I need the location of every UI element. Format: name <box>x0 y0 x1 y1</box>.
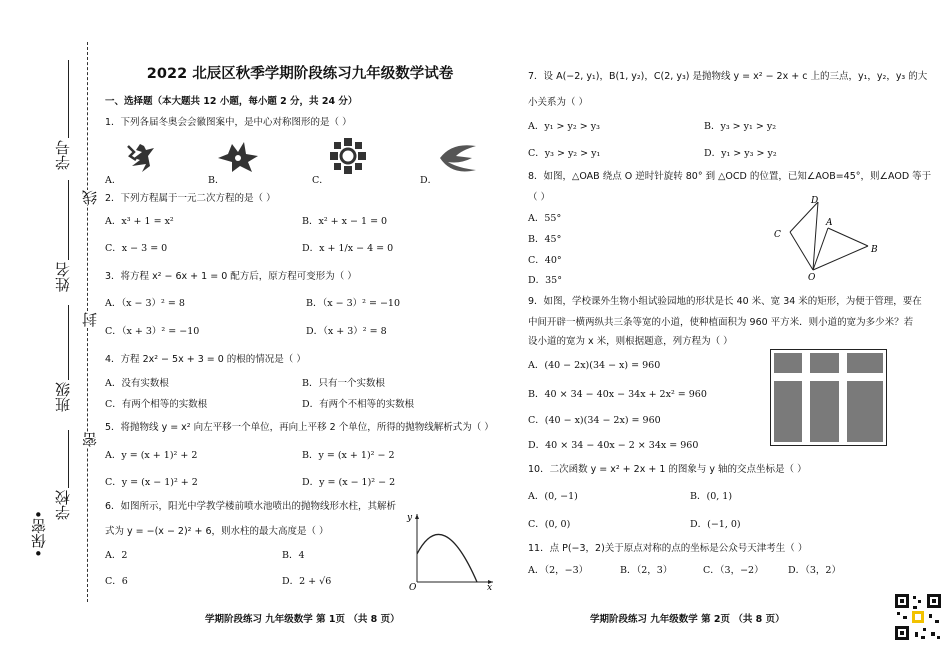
class-label: 班级 <box>54 382 72 412</box>
question-5: 5．将抛物线 y = x² 向左平移一个单位，再向上平移 2 个单位，所得的抛物线解析式为（ ） <box>105 422 494 433</box>
diagram-label-a: A <box>826 218 833 228</box>
graph-y-label: y <box>407 513 413 523</box>
q1-option-b: B． <box>208 175 225 186</box>
question-10: 10．二次函数 y = x² + 2x + 1 的图象与 y 轴的交点坐标是（ ） <box>528 464 807 475</box>
graph-x-label: x <box>487 583 493 590</box>
seal-char-mi: 密 <box>81 432 99 447</box>
q11-option-d: D．（3，2） <box>788 565 841 576</box>
q10-option-c: C．(0, 0) <box>528 519 571 530</box>
q10-option-d: D．(−1, 0) <box>690 519 741 530</box>
q7-option-b: B．y₃ > y₁ > y₂ <box>704 121 777 132</box>
question-9-line2: 中间开辟一横两纵共三条等宽的小道，使种植面积为 960 平方米．则小道的宽为多少米？若 <box>528 317 914 328</box>
q1-option-a: A． <box>105 175 122 186</box>
school-underline <box>68 430 69 488</box>
secret-label: •保密• <box>30 510 48 558</box>
question-6-line1: 6．如图所示，阳光中学教学楼前喷水池喷出的抛物线形水柱，其解析 <box>105 501 397 512</box>
q2-option-d: D．x + 1/x − 4 = 0 <box>302 243 394 254</box>
q5-option-d: D．y = (x − 1)² − 2 <box>302 477 396 488</box>
q6-option-c: C．6 <box>105 576 128 587</box>
question-6-line2: 式为 y = −(x − 2)² + 6，则水柱的最大高度是（ ） <box>105 526 329 537</box>
q1-option-d: D． <box>420 175 438 186</box>
q3-option-b: B．（x − 3）² = −10 <box>306 298 400 309</box>
q3-option-c: C．（x + 3）² = −10 <box>105 326 200 337</box>
olympic-emblem-d-icon <box>432 138 482 178</box>
q6-option-d: D．2 + √6 <box>282 576 332 587</box>
q4-option-b: B．只有一个实数根 <box>302 378 385 389</box>
q11-option-c: C．（3，−2） <box>703 565 764 576</box>
q8-option-d: D．35° <box>528 275 562 286</box>
page-title: 2022 北辰区秋季学期阶段练习九年级数学试卷 <box>146 66 454 82</box>
q9-option-d: D．40 × 34 − 40x − 2 × 34x = 960 <box>528 440 699 451</box>
question-9-line3: 设小道的宽为 x 米，则根据题意，列方程为（ ） <box>528 336 733 347</box>
seal-char-xian: 线 <box>81 190 99 205</box>
q9-option-c: C．(40 − x)(34 − 2x) = 960 <box>528 415 661 426</box>
q4-option-d: D．有两个不相等的实数根 <box>302 399 415 410</box>
question-11: 11．点 P(−3，2)关于原点对称的点的坐标是公众号天津考生（ ） <box>528 543 808 554</box>
parabola-graph <box>405 510 495 590</box>
q8-option-b: B．45° <box>528 234 562 245</box>
q7-option-a: A．y₁ > y₂ > y₃ <box>528 121 600 132</box>
garden-diagram <box>770 349 887 446</box>
school-label: 学校 <box>54 490 72 520</box>
q9-option-b: B．40 × 34 − 40x − 34x + 2x² = 960 <box>528 389 707 400</box>
question-3: 3．将方程 x² − 6x + 1 = 0 配方后，原方程可变形为（ ） <box>105 271 357 282</box>
q5-option-c: C．y = (x − 1)² + 2 <box>105 477 198 488</box>
q7-option-d: D．y₁ > y₃ > y₂ <box>704 148 777 159</box>
q6-option-b: B．4 <box>282 550 305 561</box>
q10-option-b: B．(0, 1) <box>690 491 733 502</box>
diagram-label-b: B <box>871 245 878 255</box>
q5-option-a: A．y = (x + 1)² + 2 <box>105 450 198 461</box>
question-1: 1．下列各届冬奥会会徽图案中，是中心对称图形的是（ ） <box>105 117 352 128</box>
page1-footer: 学期阶段练习 九年级数学 第 1页 （共 8 页） <box>205 614 400 625</box>
page2-footer: 学期阶段练习 九年级数学 第 2页 （共 8 页） <box>590 614 785 625</box>
q5-option-b: B．y = (x + 1)² − 2 <box>302 450 395 461</box>
q8-option-a: A．55° <box>528 213 562 224</box>
q11-option-b: B．（2，3） <box>620 565 673 576</box>
student-no-label: 学号 <box>54 140 72 170</box>
q11-option-a: A．（2，−3） <box>528 565 589 576</box>
question-8-line2: （ ） <box>528 192 551 203</box>
question-4: 4．方程 2x² − 5x + 3 = 0 的根的情况是（ ） <box>105 354 306 365</box>
q3-option-a: A．（x − 3）² = 8 <box>105 298 185 309</box>
question-9-line1: 9．如图，学校课外生物小组试验园地的形状是长 40 米、宽 34 米的矩形，为便于管理，要在 <box>528 296 922 307</box>
q2-option-c: C．x − 3 = 0 <box>105 243 168 254</box>
q3-option-d: D．（x + 3）² = 8 <box>306 326 387 337</box>
diagram-label-d: D <box>811 196 819 206</box>
olympic-emblem-b-icon <box>214 136 262 176</box>
diagram-label-c: C <box>774 230 781 240</box>
olympic-emblem-c-icon <box>328 136 368 176</box>
qr-code-icon <box>893 592 943 642</box>
section-heading: 一、选择题（本大题共 12 小题，每小题 2 分，共 24 分） <box>105 96 358 107</box>
question-7-line1: 7．设 A(−2, y₁)，B(1, y₂)，C(2, y₃) 是抛物线 y = x² − 2x + c 上的三点，y₁，y₂，y₃ 的大 <box>528 71 928 82</box>
q1-option-c: C． <box>312 175 329 186</box>
q4-option-c: C．有两个相等的实数根 <box>105 399 208 410</box>
diagram-label-o: O <box>808 273 816 282</box>
class-underline <box>68 305 69 380</box>
question-7-line2: 小关系为（ ） <box>528 97 589 108</box>
graph-origin-label: O <box>409 583 417 590</box>
question-8-line1: 8．如图，△OAB 绕点 O 逆时针旋转 80° 到 △OCD 的位置，已知∠AOB=45°，则∠AOD 等于 <box>528 171 932 182</box>
q4-option-a: A．没有实数根 <box>105 378 169 389</box>
rotation-diagram <box>768 192 883 282</box>
q7-option-c: C．y₃ > y₂ > y₁ <box>528 148 601 159</box>
student-no-underline <box>68 60 69 138</box>
q2-option-a: A．x³ + 1 = x² <box>105 216 174 227</box>
olympic-emblem-a-icon <box>120 136 160 176</box>
name-label: 姓名 <box>54 262 72 292</box>
seal-char-feng: 封 <box>81 312 99 327</box>
q9-option-a: A．(40 − 2x)(34 − x) = 960 <box>528 360 661 371</box>
q2-option-b: B．x² + x − 1 = 0 <box>302 216 388 227</box>
question-2: 2．下列方程属于一元二次方程的是（ ） <box>105 193 276 204</box>
q10-option-a: A．(0, −1) <box>528 491 578 502</box>
name-underline <box>68 180 69 260</box>
q8-option-c: C．40° <box>528 255 562 266</box>
q6-option-a: A．2 <box>105 550 128 561</box>
